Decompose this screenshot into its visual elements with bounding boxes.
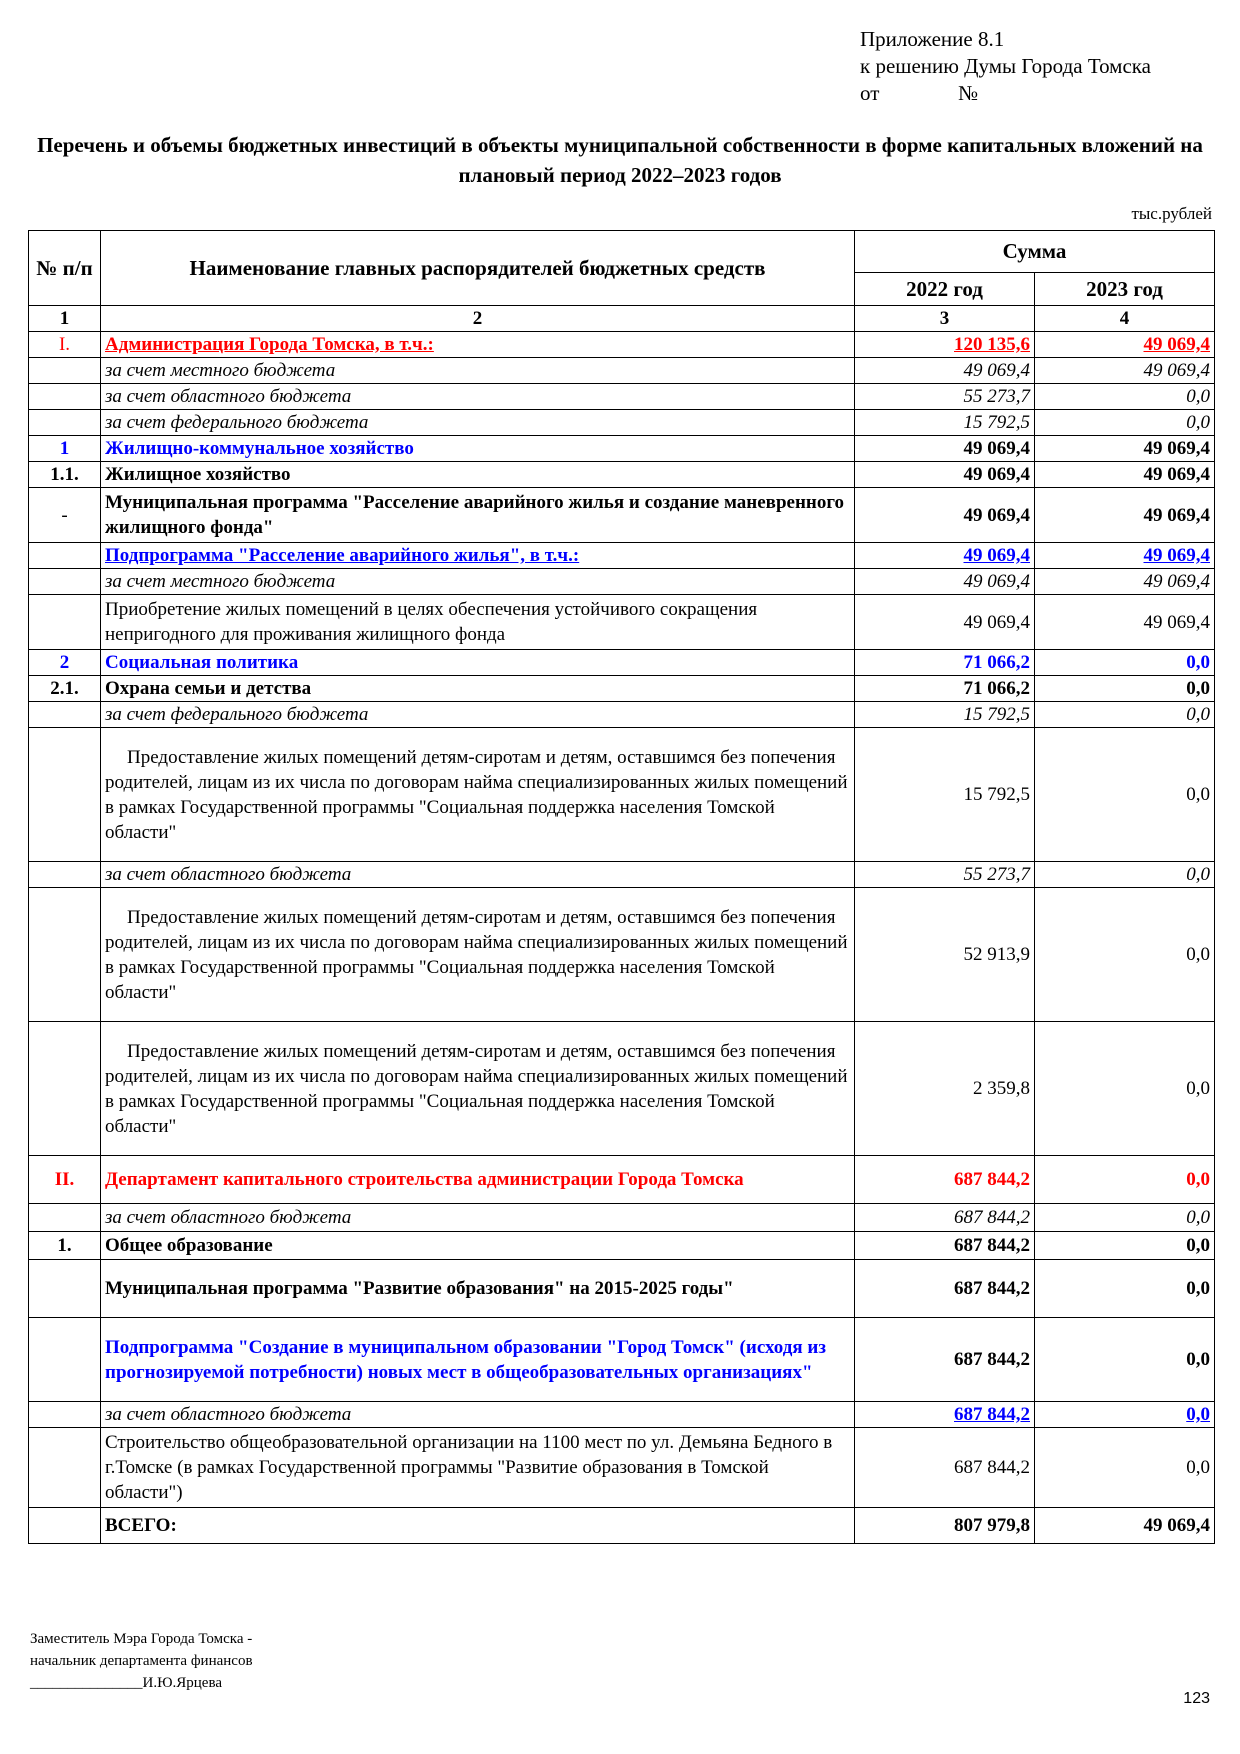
row-value-2022: 2 359,8 xyxy=(855,1022,1035,1156)
row-value-2022: 49 069,4 xyxy=(855,569,1035,595)
row-number xyxy=(29,862,101,888)
header-name: Наименование главных распорядителей бюджетных средств xyxy=(101,231,855,306)
row-number xyxy=(29,410,101,436)
table-row xyxy=(29,728,1215,862)
row-name: за счет областного бюджета xyxy=(101,1402,855,1428)
column-number-1: 1 xyxy=(29,306,101,332)
row-name: Предоставление жилых помещений детям-сиротам и детям, оставшимся без попечения родителей, лицам из их числа по договорам найма специализированных жилых помещений в рамках Государственной программы "Социальная поддержка населения Томской области" xyxy=(101,1022,855,1156)
row-name: ВСЕГО: xyxy=(101,1508,855,1544)
row-value-2023: 0,0 xyxy=(1035,1232,1215,1260)
row-value-2022: 687 844,2 xyxy=(855,1260,1035,1318)
row-value-2022: 687 844,2 xyxy=(855,1428,1035,1508)
table-row xyxy=(29,1318,1215,1402)
row-name: Подпрограмма "Расселение аварийного жилья", в т.ч.: xyxy=(101,543,855,569)
row-value-2022: 15 792,5 xyxy=(855,410,1035,436)
table-row xyxy=(29,488,1215,543)
row-name: Предоставление жилых помещений детям-сиротам и детям, оставшимся без попечения родителей, лицам из их числа по договорам найма специализированных жилых помещений в рамках Государственной программы "Социальная поддержка населения Томской области" xyxy=(101,888,855,1022)
table-row xyxy=(29,358,1215,384)
row-value-2023: 0,0 xyxy=(1035,1022,1215,1156)
table-row-total xyxy=(29,1508,1215,1544)
signature-line-2: начальник департамента финансов xyxy=(30,1653,253,1669)
table-row xyxy=(29,543,1215,569)
row-value-2022: 49 069,4 xyxy=(855,595,1035,650)
row-value-2022: 49 069,4 xyxy=(855,488,1035,543)
header-year-2023: 2023 год xyxy=(1035,273,1215,306)
row-number xyxy=(29,384,101,410)
row-value-2022: 49 069,4 xyxy=(855,436,1035,462)
table-row xyxy=(29,1428,1215,1508)
row-name: Охрана семьи и детства xyxy=(101,676,855,702)
table-row xyxy=(29,1232,1215,1260)
row-number: 1.1. xyxy=(29,462,101,488)
document-title: Перечень и объемы бюджетных инвестиций в объекты муниципальной собственности в форме капитальных вложений на плановый период 2022–2023 годов xyxy=(37,133,1203,187)
row-number: 1 xyxy=(29,436,101,462)
row-value-2022: 687 844,2 xyxy=(855,1232,1035,1260)
row-name: за счет федерального бюджета xyxy=(101,702,855,728)
row-value-2023: 0,0 xyxy=(1035,676,1215,702)
units-label: тыс.рублей xyxy=(1131,204,1212,223)
row-value-2023: 0,0 xyxy=(1035,702,1215,728)
header-sum: Сумма xyxy=(855,231,1215,273)
table-row xyxy=(29,1156,1215,1204)
row-value-2022: 49 069,4 xyxy=(855,543,1035,569)
table-row xyxy=(29,1022,1215,1156)
table-row xyxy=(29,384,1215,410)
row-number xyxy=(29,888,101,1022)
row-number: 2 xyxy=(29,650,101,676)
row-value-2023: 49 069,4 xyxy=(1035,332,1215,358)
row-value-2023: 49 069,4 xyxy=(1035,436,1215,462)
row-value-2022: 49 069,4 xyxy=(855,358,1035,384)
table-row xyxy=(29,595,1215,650)
row-value-2023: 0,0 xyxy=(1035,1428,1215,1508)
column-number-2: 2 xyxy=(101,306,855,332)
row-number xyxy=(29,358,101,384)
table-row xyxy=(29,1260,1215,1318)
row-name: Приобретение жилых помещений в целях обеспечения устойчивого сокращения непригодного для проживания жилищного фонда xyxy=(101,595,855,650)
table-row xyxy=(29,1204,1215,1232)
row-value-2022: 120 135,6 xyxy=(855,332,1035,358)
row-value-2022: 687 844,2 xyxy=(855,1156,1035,1204)
row-value-2023: 49 069,4 xyxy=(1035,595,1215,650)
row-name: за счет местного бюджета xyxy=(101,358,855,384)
row-value-2022: 52 913,9 xyxy=(855,888,1035,1022)
column-number-3: 3 xyxy=(855,306,1035,332)
row-name: Администрация Города Томска, в т.ч.: xyxy=(101,332,855,358)
row-name: Муниципальная программа "Расселение аварийного жилья и создание маневренного жилищного фонда" xyxy=(101,488,855,543)
page-number: 123 xyxy=(1183,1690,1210,1707)
row-number xyxy=(29,1508,101,1544)
appendix-line-1: Приложение 8.1 xyxy=(860,27,1005,51)
table-row xyxy=(29,650,1215,676)
row-number xyxy=(29,1402,101,1428)
signature-line-1: Заместитель Мэра Города Томска - xyxy=(30,1631,253,1647)
row-value-2022: 15 792,5 xyxy=(855,728,1035,862)
header-year-2022: 2022 год xyxy=(855,273,1035,306)
row-number xyxy=(29,702,101,728)
row-number xyxy=(29,1428,101,1508)
row-number: 2.1. xyxy=(29,676,101,702)
row-number xyxy=(29,569,101,595)
row-name: Жилищно-коммунальное хозяйство xyxy=(101,436,855,462)
row-number: I. xyxy=(29,332,101,358)
row-value-2023: 0,0 xyxy=(1035,410,1215,436)
row-number xyxy=(29,543,101,569)
appendix-line-2: к решению Думы Города Томска xyxy=(860,54,1151,78)
row-value-2023: 49 069,4 xyxy=(1035,358,1215,384)
row-value-2022: 15 792,5 xyxy=(855,702,1035,728)
row-value-2023: 0,0 xyxy=(1035,1260,1215,1318)
header-num: № п/п xyxy=(29,231,101,306)
row-value-2023: 0,0 xyxy=(1035,728,1215,862)
table-row xyxy=(29,702,1215,728)
row-name: Жилищное хозяйство xyxy=(101,462,855,488)
row-value-2023: 0,0 xyxy=(1035,888,1215,1022)
row-value-2023: 49 069,4 xyxy=(1035,462,1215,488)
row-value-2022: 71 066,2 xyxy=(855,650,1035,676)
row-name: за счет федерального бюджета xyxy=(101,410,855,436)
table-row xyxy=(29,862,1215,888)
table-row xyxy=(29,332,1215,358)
row-number: 1. xyxy=(29,1232,101,1260)
row-value-2023: 0,0 xyxy=(1035,862,1215,888)
table-row xyxy=(29,462,1215,488)
table-row xyxy=(29,569,1215,595)
row-value-2022: 807 979,8 xyxy=(855,1508,1035,1544)
row-value-2022: 687 844,2 xyxy=(855,1318,1035,1402)
appendix-line-3: от № xyxy=(860,81,979,105)
row-number xyxy=(29,728,101,862)
row-value-2023: 0,0 xyxy=(1035,650,1215,676)
row-value-2022: 49 069,4 xyxy=(855,462,1035,488)
row-name: Муниципальная программа "Развитие образования" на 2015-2025 годы" xyxy=(101,1260,855,1318)
row-name: за счет местного бюджета xyxy=(101,569,855,595)
row-name: Строительство общеобразовательной организации на 1100 мест по ул. Демьяна Бедного в г.Томске (в рамках Государственной программы "Развитие образования в Томской области") xyxy=(101,1428,855,1508)
signature-block xyxy=(30,1628,253,1694)
row-value-2022: 55 273,7 xyxy=(855,862,1035,888)
row-name: за счет областного бюджета xyxy=(101,1204,855,1232)
row-value-2023: 49 069,4 xyxy=(1035,569,1215,595)
row-number xyxy=(29,1260,101,1318)
row-value-2023: 0,0 xyxy=(1035,1402,1215,1428)
row-value-2023: 0,0 xyxy=(1035,1318,1215,1402)
row-number xyxy=(29,1204,101,1232)
column-number-4: 4 xyxy=(1035,306,1215,332)
row-number: II. xyxy=(29,1156,101,1204)
row-value-2023: 0,0 xyxy=(1035,384,1215,410)
appendix-block xyxy=(860,26,1151,107)
row-value-2022: 71 066,2 xyxy=(855,676,1035,702)
row-name: за счет областного бюджета xyxy=(101,862,855,888)
row-value-2023: 49 069,4 xyxy=(1035,1508,1215,1544)
table-row xyxy=(29,410,1215,436)
row-value-2022: 687 844,2 xyxy=(855,1402,1035,1428)
row-value-2022: 687 844,2 xyxy=(855,1204,1035,1232)
row-value-2023: 0,0 xyxy=(1035,1156,1215,1204)
row-name: за счет областного бюджета xyxy=(101,384,855,410)
table-row xyxy=(29,1402,1215,1428)
row-name: Общее образование xyxy=(101,1232,855,1260)
budget-table xyxy=(28,230,1215,1544)
row-number xyxy=(29,595,101,650)
row-name: Подпрограмма "Создание в муниципальном образовании "Город Томск" (исходя из прогнозируемой потребности) новых мест в общеобразовательных организациях" xyxy=(101,1318,855,1402)
table-row xyxy=(29,888,1215,1022)
row-value-2023: 49 069,4 xyxy=(1035,543,1215,569)
row-value-2023: 49 069,4 xyxy=(1035,488,1215,543)
row-number xyxy=(29,1318,101,1402)
row-name: Департамент капитального строительства администрации Города Томска xyxy=(101,1156,855,1204)
row-name: Социальная политика xyxy=(101,650,855,676)
row-number: - xyxy=(29,488,101,543)
row-value-2023: 0,0 xyxy=(1035,1204,1215,1232)
signature-line-3: _______________И.Ю.Ярцева xyxy=(30,1675,222,1691)
table-row xyxy=(29,436,1215,462)
table-row xyxy=(29,676,1215,702)
row-number xyxy=(29,1022,101,1156)
row-name: Предоставление жилых помещений детям-сиротам и детям, оставшимся без попечения родителей, лицам из их числа по договорам найма специализированных жилых помещений в рамках Государственной программы "Социальная поддержка населения Томской области" xyxy=(101,728,855,862)
row-value-2022: 55 273,7 xyxy=(855,384,1035,410)
